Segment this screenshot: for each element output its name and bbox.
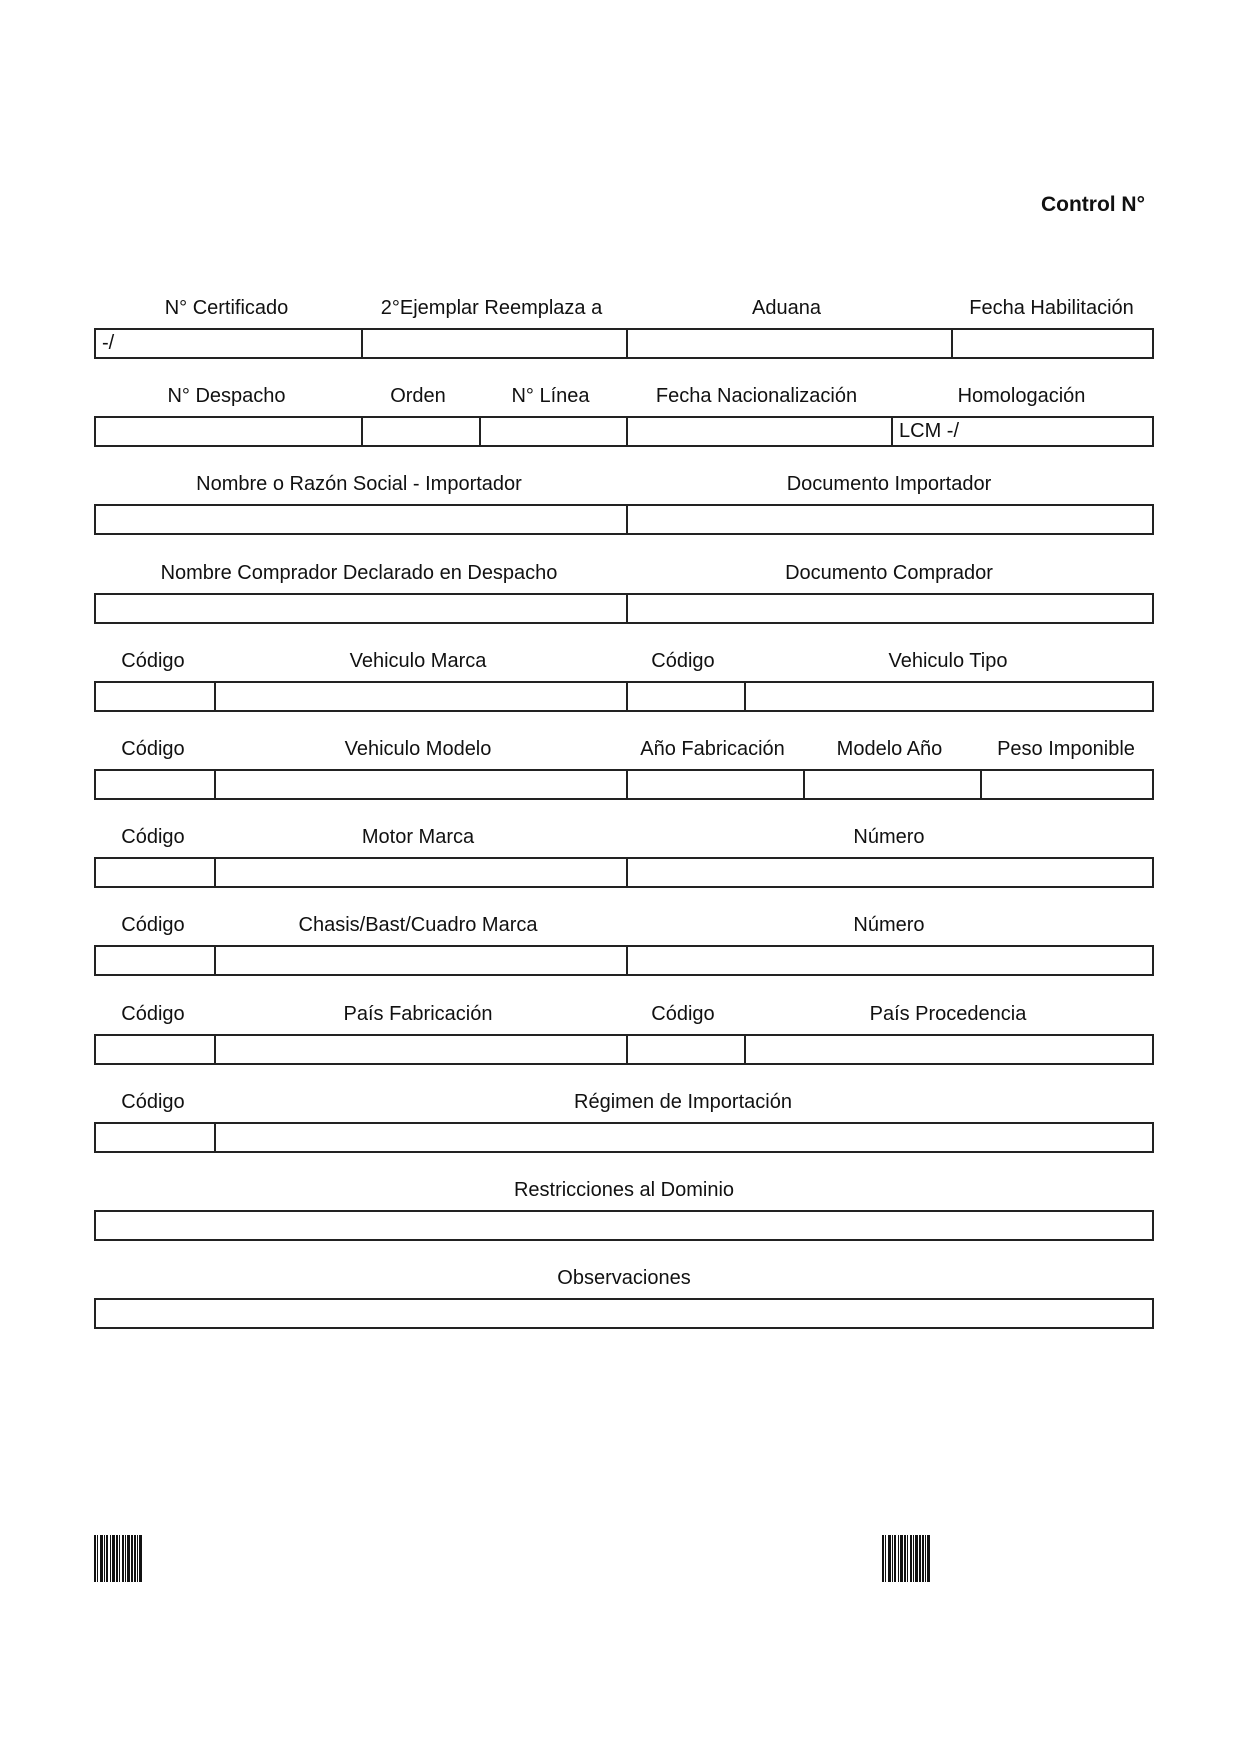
codigo-motor-label: Código xyxy=(121,826,185,848)
codigo-regimen-field[interactable] xyxy=(96,1124,214,1151)
barcode-bar xyxy=(131,1535,133,1582)
control-number-label: Control N° xyxy=(1040,193,1145,216)
restricciones-dominio-label: Restricciones al Dominio xyxy=(513,1179,735,1201)
barcode-bar xyxy=(94,1535,96,1582)
codigo-pais-proc-field[interactable] xyxy=(626,1036,744,1063)
field-labels xyxy=(94,1002,1154,1034)
barcode-right xyxy=(882,1535,928,1582)
observaciones-label: Observaciones xyxy=(557,1267,691,1289)
barcode-bar xyxy=(915,1535,918,1582)
certificado-field[interactable]: -/ xyxy=(102,332,115,354)
form-section-fecha-habilitacion xyxy=(94,296,1154,359)
barcode-bar xyxy=(882,1535,884,1582)
form-section-documento-comprador xyxy=(94,561,1154,624)
barcode-bar xyxy=(127,1535,130,1582)
field-labels xyxy=(94,384,1154,416)
codigo-modelo-label: Código xyxy=(121,738,185,760)
ejemplar-reemplaza-label: 2°Ejemplar Reemplaza a xyxy=(380,297,603,319)
anio-fabricacion-field[interactable] xyxy=(626,771,803,798)
linea-field[interactable] xyxy=(479,418,626,445)
barcode-bar xyxy=(134,1535,136,1582)
field-row xyxy=(94,681,1154,712)
ejemplar-reemplaza-field[interactable] xyxy=(361,330,626,357)
codigo-regimen-label: Código xyxy=(121,1091,185,1113)
motor-numero-field[interactable] xyxy=(626,859,1156,886)
barcode-bar xyxy=(894,1535,896,1582)
field-labels xyxy=(94,913,1154,945)
motor-marca-field[interactable] xyxy=(214,859,626,886)
codigo-pais-proc-label: Código xyxy=(651,1003,715,1025)
barcode-bar xyxy=(927,1535,930,1582)
field-labels xyxy=(94,296,1154,328)
chasis-numero-field[interactable] xyxy=(626,947,1156,974)
documento-comprador-label: Documento Comprador xyxy=(785,562,993,584)
barcode-bar xyxy=(892,1535,893,1582)
barcode-bar xyxy=(888,1535,891,1582)
modelo-anio-label: Modelo Año xyxy=(836,738,943,760)
codigo-modelo-field[interactable] xyxy=(96,771,214,798)
pais-fabricacion-label: País Fabricación xyxy=(343,1003,493,1025)
field-row xyxy=(94,1210,1154,1241)
codigo-pais-fab-field[interactable] xyxy=(96,1036,214,1063)
field-row xyxy=(94,504,1154,535)
barcode-bar xyxy=(900,1535,903,1582)
motor-numero-label: Número xyxy=(853,826,925,848)
razon-social-importador-field[interactable] xyxy=(96,506,626,533)
barcode-bar xyxy=(119,1535,120,1582)
comprador-label: Nombre Comprador Declarado en Despacho xyxy=(160,562,558,584)
linea-label: N° Línea xyxy=(511,385,590,407)
barcode-bar xyxy=(106,1535,108,1582)
orden-field[interactable] xyxy=(361,418,479,445)
form-section-motor-numero xyxy=(94,825,1154,888)
homologacion-field[interactable]: LCM -/ xyxy=(891,418,1156,445)
motor-marca-label: Motor Marca xyxy=(361,826,475,848)
homologacion-label: Homologación xyxy=(957,385,1086,407)
chasis-marca-label: Chasis/Bast/Cuadro Marca xyxy=(298,914,538,936)
vehiculo-marca-label: Vehiculo Marca xyxy=(349,650,487,672)
barcode-bar xyxy=(112,1535,115,1582)
regimen-importacion-label: Régimen de Importación xyxy=(574,1091,792,1113)
pais-procedencia-label: País Procedencia xyxy=(869,1003,1027,1025)
field-row xyxy=(94,769,1154,800)
vehiculo-tipo-field[interactable] xyxy=(744,683,1156,710)
form-section-documento-importador xyxy=(94,472,1154,535)
form-section-pais-procedencia xyxy=(94,1002,1154,1065)
pais-procedencia-field[interactable] xyxy=(744,1036,1156,1063)
chasis-numero-label: Número xyxy=(853,914,925,936)
documento-comprador-field[interactable] xyxy=(626,595,1156,622)
field-labels xyxy=(94,1090,1154,1122)
barcode-bar xyxy=(110,1535,111,1582)
barcode-bar xyxy=(139,1535,142,1582)
barcode-bar xyxy=(898,1535,899,1582)
form-section-regimen-importacion xyxy=(94,1090,1154,1153)
field-row xyxy=(94,945,1154,976)
barcode-bar xyxy=(116,1535,118,1582)
peso-imponible-label: Peso Imponible xyxy=(997,738,1135,760)
field-labels xyxy=(94,1178,1154,1210)
field-row xyxy=(94,593,1154,624)
field-row xyxy=(94,328,1154,359)
form-section-vehiculo-tipo xyxy=(94,649,1154,712)
orden-label: Orden xyxy=(390,385,446,407)
form-section-restricciones-dominio xyxy=(94,1178,1154,1241)
despacho-label: N° Despacho xyxy=(167,385,286,407)
barcode-bar xyxy=(913,1535,914,1582)
codigo-pais-fab-label: Código xyxy=(121,1003,185,1025)
modelo-anio-field[interactable] xyxy=(803,771,980,798)
peso-imponible-field[interactable] xyxy=(980,771,1156,798)
barcode-bar xyxy=(125,1535,126,1582)
razon-social-importador-label: Nombre o Razón Social - Importador xyxy=(196,473,522,495)
form-section-homologacion xyxy=(94,384,1154,447)
field-labels xyxy=(94,472,1154,504)
fecha-nacionalizacion-label: Fecha Nacionalización xyxy=(655,385,858,407)
fecha-habilitacion-label: Fecha Habilitación xyxy=(969,297,1134,319)
codigo-chasis-label: Código xyxy=(121,914,185,936)
certificado-label: N° Certificado xyxy=(164,297,289,319)
barcode-bar xyxy=(885,1535,886,1582)
field-row xyxy=(94,1122,1154,1153)
barcode-bar xyxy=(919,1535,921,1582)
vehiculo-marca-field[interactable] xyxy=(214,683,626,710)
aduana-field[interactable] xyxy=(626,330,951,357)
barcode-bar xyxy=(904,1535,906,1582)
field-labels xyxy=(94,737,1154,769)
barcode-bar xyxy=(104,1535,105,1582)
field-labels xyxy=(94,561,1154,593)
codigo-tipo-label: Código xyxy=(651,650,715,672)
codigo-motor-field[interactable] xyxy=(96,859,214,886)
regimen-importacion-field[interactable] xyxy=(214,1124,1156,1151)
pais-fabricacion-field[interactable] xyxy=(214,1036,626,1063)
field-row xyxy=(94,857,1154,888)
field-labels xyxy=(94,649,1154,681)
aduana-label: Aduana xyxy=(752,297,821,319)
restricciones-dominio-field[interactable] xyxy=(96,1212,1156,1239)
field-row xyxy=(94,416,1154,447)
barcode-bar xyxy=(925,1535,926,1582)
form-section-peso-imponible xyxy=(94,737,1154,800)
codigo-chasis-field[interactable] xyxy=(96,947,214,974)
vehiculo-tipo-label: Vehiculo Tipo xyxy=(888,650,1008,672)
field-labels xyxy=(94,825,1154,857)
barcode-bar xyxy=(100,1535,103,1582)
field-row xyxy=(94,1298,1154,1329)
codigo-tipo-field[interactable] xyxy=(626,683,744,710)
documento-importador-label: Documento Importador xyxy=(786,473,992,495)
despacho-field[interactable] xyxy=(96,418,361,445)
barcode-bar xyxy=(907,1535,908,1582)
fecha-nacionalizacion-field[interactable] xyxy=(626,418,891,445)
chasis-marca-field[interactable] xyxy=(214,947,626,974)
barcode-bar xyxy=(97,1535,98,1582)
anio-fabricacion-label: Año Fabricación xyxy=(640,738,785,760)
field-row xyxy=(94,1034,1154,1065)
field-labels xyxy=(94,1266,1154,1298)
barcode-bar xyxy=(137,1535,138,1582)
fecha-habilitacion-field[interactable] xyxy=(951,330,1156,357)
form-section-observaciones xyxy=(94,1266,1154,1329)
barcode-bar xyxy=(910,1535,912,1582)
barcode-bar xyxy=(922,1535,924,1582)
codigo-marca-field[interactable] xyxy=(96,683,214,710)
vehiculo-modelo-label: Vehiculo Modelo xyxy=(344,738,492,760)
codigo-marca-label: Código xyxy=(121,650,185,672)
documento-importador-field[interactable] xyxy=(626,506,1156,533)
observaciones-field[interactable] xyxy=(96,1300,1156,1327)
comprador-field[interactable] xyxy=(96,595,626,622)
barcode-bar xyxy=(122,1535,124,1582)
barcode-left xyxy=(94,1535,140,1582)
vehiculo-modelo-field[interactable] xyxy=(214,771,626,798)
form-section-chasis-numero xyxy=(94,913,1154,976)
